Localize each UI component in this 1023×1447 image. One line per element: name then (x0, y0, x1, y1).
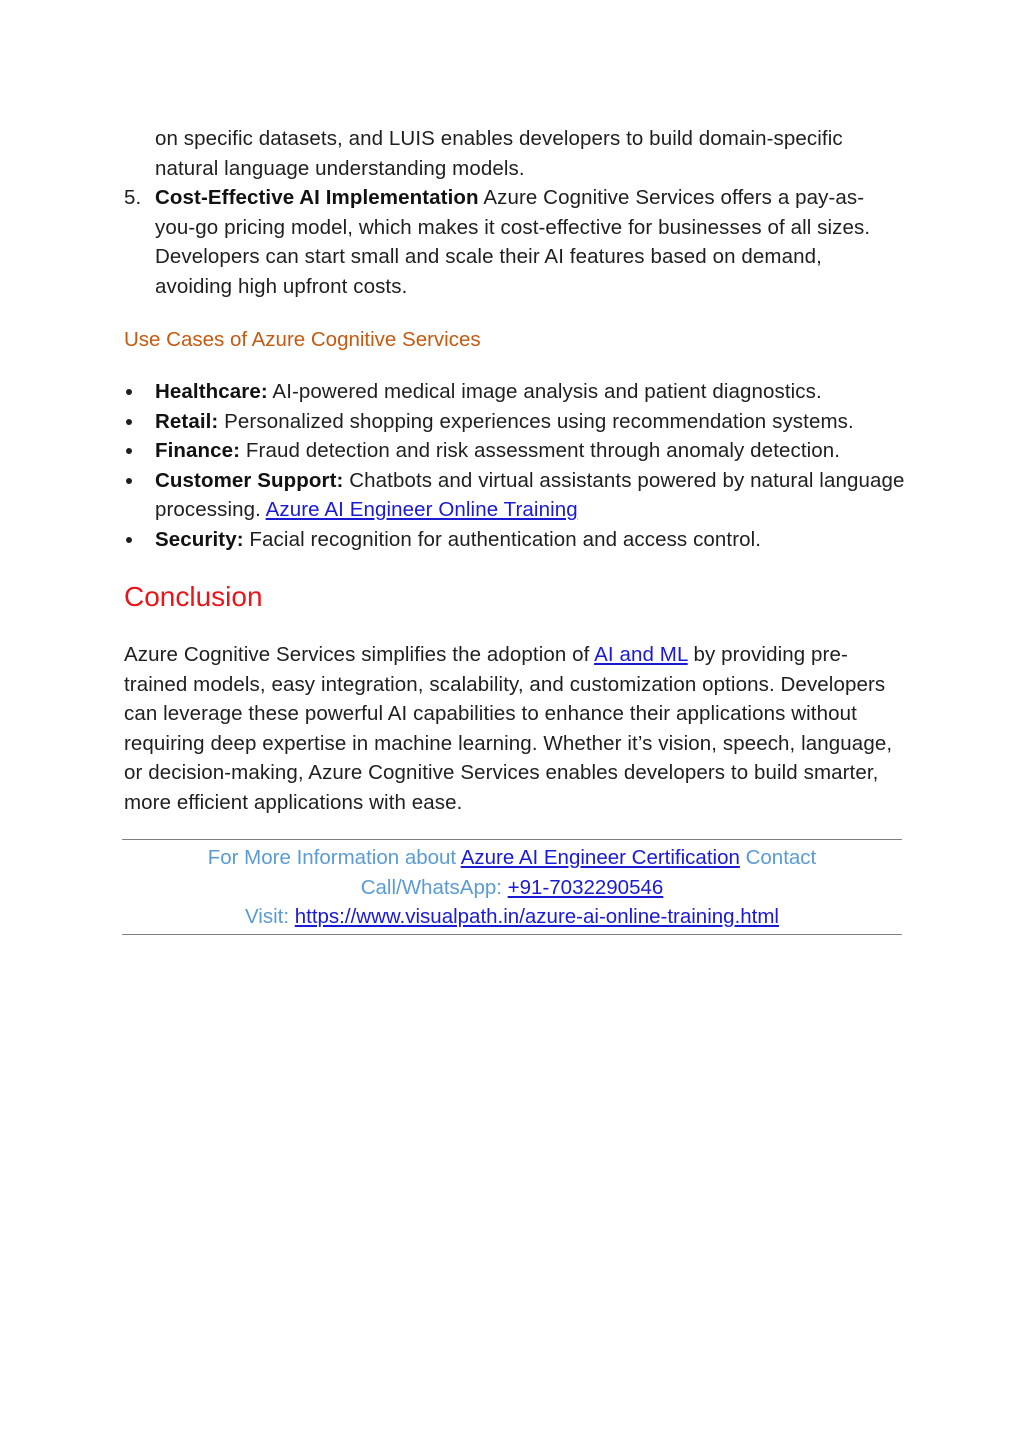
list-item (124, 436, 924, 466)
bullet-icon (126, 537, 132, 543)
list-item-label: Retail: (155, 409, 219, 433)
list-item-label: Customer Support: (155, 468, 344, 492)
bullet-icon (126, 478, 132, 484)
continuation-paragraph (155, 124, 915, 183)
list-item-text: Personalized shopping experiences using recommendation systems. (218, 409, 854, 433)
list-item (124, 466, 924, 525)
list-item (124, 377, 924, 407)
list-item-text: Chatbots and virtual assistants powered by natural language processing. (155, 468, 905, 521)
footer-line-phone (122, 873, 902, 903)
footer-line-visit (122, 902, 902, 932)
ai-and-ml-link[interactable]: AI and ML (594, 643, 688, 666)
use-cases-list (124, 377, 924, 554)
footer-line-info (122, 843, 902, 873)
list-item (124, 525, 924, 555)
footer-phone-prefix: Call/WhatsApp: (360, 875, 508, 899)
bullet-icon (126, 389, 132, 395)
conclusion-text-end: by providing pre-trained models, easy integration, scalability, and customization options. Developers can leverage these powerful AI capabilities to enhance their applications without requiring deep expertise in machine learning. Whether it’s vision, speech, language, or decision-making, Azure Cognitive Services enables developers to build smarter, more efficient applications with ease. (124, 643, 893, 814)
footer-info-prefix: For More Information about (207, 846, 461, 869)
continuation-line-1: on specific datasets, and LUIS enables developers to build domain-specific (155, 127, 843, 150)
continuation-line-2: natural language understanding models. (155, 156, 525, 180)
footer-info-suffix: Contact (739, 846, 817, 869)
bullet-icon (126, 448, 132, 454)
use-cases-heading: Use Cases of Azure Cognitive Services (124, 328, 481, 351)
footer-visit-prefix: Visit: (244, 905, 295, 928)
list-item-text: AI-powered medical image analysis and patient diagnostics. (267, 380, 822, 403)
contact-footer (122, 839, 902, 935)
numbered-item-text: Azure Cognitive Services offers a pay-as-you-go pricing model, which makes it cost-effective for businesses of all sizes. Developers can start small and scale their AI features based on demand, avoiding high upfront costs. (155, 186, 871, 298)
list-item-label: Security: (155, 527, 244, 551)
conclusion-heading: Conclusion (124, 581, 263, 612)
list-item-label: Finance: (155, 439, 241, 462)
conclusion-text-start: Azure Cognitive Services simplifies the adoption of (124, 643, 595, 666)
list-item-text: Fraud detection and risk assessment through anomaly detection. (240, 439, 841, 462)
conclusion-paragraph (124, 640, 894, 817)
azure-ai-engineer-training-link[interactable]: Azure AI Engineer Online Training (265, 498, 578, 521)
certification-link[interactable]: Azure AI Engineer Certification (460, 846, 740, 869)
bullet-icon (126, 419, 132, 425)
phone-link[interactable]: +91-7032290546 (507, 875, 664, 899)
numbered-item-content (155, 183, 895, 301)
numbered-item-title: Cost-Effective AI Implementation (155, 186, 479, 209)
list-item (124, 407, 924, 437)
numbered-list-item-5 (124, 183, 924, 301)
list-number: 5. (124, 186, 142, 209)
list-item-label: Healthcare: (155, 380, 268, 403)
list-item-text: Facial recognition for authentication and access control. (243, 527, 762, 551)
website-link[interactable]: https://www.visualpath.in/azure-ai-online-training.html (294, 905, 779, 928)
